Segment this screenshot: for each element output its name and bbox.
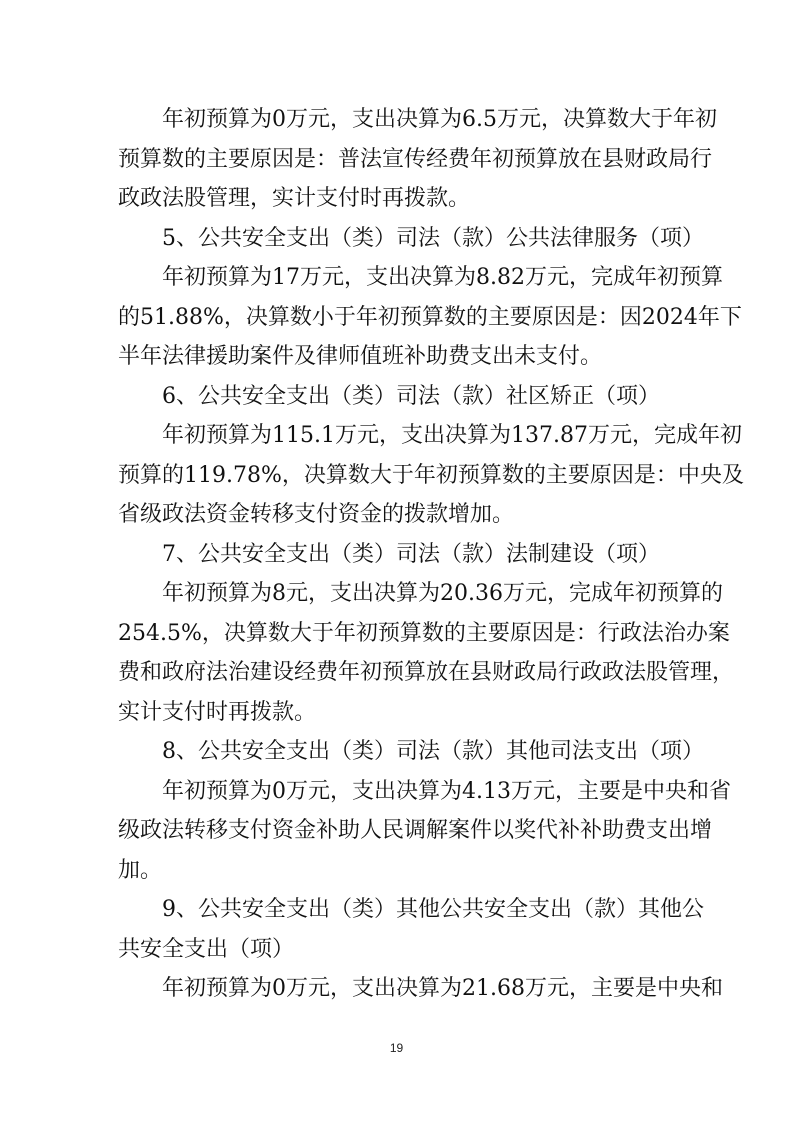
paragraph-line: 年初预算为0万元，支出决算为21.68万元，主要是中央和 [162,976,723,1001]
paragraph-line: 年初预算为115.1万元，支出决算为137.87万元，完成年初 [162,423,742,448]
section-heading: 共安全支出（项） [118,936,295,962]
section-heading: 9、公共安全支出（类）其他公共安全支出（款）其他公 [162,897,704,922]
paragraph-line: 实计支付时再拨款。 [118,699,317,725]
section-heading: 6、公共安全支出（类）司法（款）社区矫正（项） [162,383,660,409]
paragraph-line: 加。 [118,857,163,883]
document-body [118,100,744,1009]
paragraph-line: 预算数的主要原因是：普法宣传经费年初预算放在县财政局行 [118,146,713,172]
paragraph-line: 政政法股管理，实计支付时再拨款。 [118,186,471,211]
paragraph-line: 年初预算为17万元，支出决算为8.82万元，完成年初预算 [162,265,723,290]
paragraph-line: 年初预算为8元，支出决算为20.36万元，完成年初预算的 [162,581,723,606]
paragraph-line: 省级政法资金转移支付资金的拨款增加。 [118,502,515,527]
paragraph-line: 的51.88%，决算数小于年初预算数的主要原因是：因2024年下 [118,304,742,330]
paragraph-line: 费和政府法治建设经费年初预算放在县财政局行政政法股管理， [118,660,735,685]
page-number: 19 [389,1041,404,1055]
section-heading: 8、公共安全支出（类）司法（款）其他司法支出（项） [162,739,704,764]
paragraph-line: 254.5%，决算数大于年初预算数的主要原因是：行政法治办案 [118,620,730,646]
paragraph-line: 年初预算为0万元，支出决算为4.13万元，主要是中央和省 [162,778,731,804]
paragraph-line: 级政法转移支付资金补助人民调解案件以奖代补补助费支出增 [118,818,713,843]
paragraph-line: 预算的119.78%，决算数大于年初预算数的主要原因是：中央及 [118,462,744,488]
section-heading: 7、公共安全支出（类）司法（款）法制建设（项） [162,541,660,567]
section-heading: 5、公共安全支出（类）司法（款）公共法律服务（项） [162,225,704,251]
paragraph-line: 年初预算为0万元，支出决算为6.5万元，决算数大于年初 [162,107,717,132]
paragraph-line: 半年法律援助案件及律师值班补助费支出未支付。 [118,344,603,369]
